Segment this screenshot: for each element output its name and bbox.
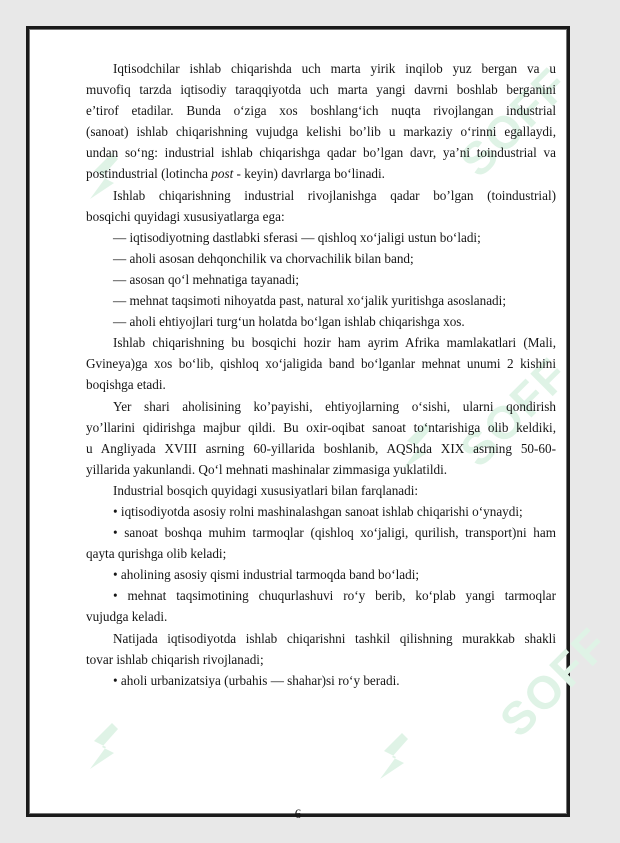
text-line: Natijada iqtisodiyotda ishlab chiqarishni tashkil qilishning murakkab shakli (113, 630, 556, 646)
text-line: Ishlab chiqarishning industrial rivojlanishga qadar bo’lgan (toindustrial) (113, 187, 556, 203)
text-line: • aholi urbanizatsiya (urbahis — shahar)si ro‘y beradi. (113, 672, 400, 688)
text-line: yo’llarini qidirishga majbur qildi. Bu oxir-oqibat sanoat to‘ntarishiga olib keldiki, (86, 419, 556, 435)
watermark-logo-icon (374, 729, 414, 799)
text-line: — iqtisodiyotning dastlabki sferasi — qishloq xo‘jaligi ustun bo‘ladi; (113, 229, 481, 245)
text-line: vujudga keladi. (86, 609, 168, 625)
text-line: qayta qurishga olib keladi; (86, 546, 227, 562)
text-line: Iqtisodchilar ishlab chiqarishda uch marta yirik inqilob yuz bergan va u (113, 61, 556, 76)
watermark-logo-icon (84, 719, 124, 789)
watermark-text: SOFF (449, 57, 579, 187)
text-line: • aholining asosiy qismi industrial tarmoqda band bo‘ladi; (113, 567, 420, 583)
text-line: • sanoat boshqa muhim tarmoqlar (qishloq xo‘jaligi, qurilish, transport)ni ham (113, 525, 556, 541)
text-line: e’tirof etadilar. Bunda o‘ziga xos boshlang‘ich nuqta rivojlangan industrial (86, 103, 556, 119)
text-line: • mehnat taqsimotining chuqurlashuvi ro‘y berib, ko‘plab yangi tarmoqlar (113, 588, 556, 604)
text-line: Ishlab chiqarishning bu bosqichi hozir ham ayrim Afrika mamlakatlari (Mali, (113, 335, 556, 351)
text-line: u Angliyada XVIII asrning 60-yillarida boshlanib, AQShda XIX asrning 50-60- (86, 440, 556, 456)
text-line: — aholi asosan dehqonchilik va chorvachilik bilan band; (113, 250, 414, 266)
text-line: — mehnat taqsimoti nihoyatda past, natural xo‘jalik yuritishga asoslanadi; (113, 293, 506, 309)
text-line: Industrial bosqich quyidagi xususiyatlari bilan farqlanadi: (113, 482, 419, 498)
text-line: • iqtisodiyotda asosiy rolni mashinalashgan sanoat ishlab chiqarishi o‘ynaydi; (113, 503, 523, 519)
watermark-text: SOFF (449, 347, 579, 477)
text-line: bosqichi quyidagi xususiyatlarga ega: (86, 208, 285, 224)
text-line: — asosan qo‘l mehnatiga tayanadi; (113, 271, 300, 287)
text-line: undan so‘ng: industrial ishlab chiqarishga qadar bo’lgan davr, ya’ni toindustrial va (86, 145, 556, 161)
text-line: muvofiq tarzda iqtisodiy taraqqiyotda uch marta yangi davrni boshlab berganini (86, 82, 556, 98)
text-line: postindustrial (lotincha post - keyin) davrlarga bo‘linadi. (86, 166, 385, 182)
document-page (26, 26, 619, 821)
watermark-text: SOFF (489, 617, 619, 747)
text-line: (sanoat) ishlab chiqarishning vujudga kelishi bo’lib u markaziy o‘rinni egallaydi, (86, 124, 556, 140)
text-line: Yer shari aholisining ko’payishi, ehtiyojlarning o‘sishi, ularni qondirish (113, 398, 556, 414)
text-line: boqishga etadi. (86, 377, 166, 393)
page-number: 6 (294, 806, 302, 821)
text-line: Gvineya)ga xos bo‘lib, qishloq xo‘jaligida band bo‘lganlar mehnat unumi 2 kishini (86, 356, 556, 372)
text-line: — aholi ehtiyojlari turg‘un holatda bo‘lgan ishlab chiqarishga xos. (113, 314, 465, 330)
text-line: tovar ishlab chiqarish rivojlanadi; (86, 651, 264, 667)
text-line: yillarida yakunlandi. Qo‘l mehnati mashinalar zimmasiga yuklatildi. (86, 461, 448, 477)
body-text (86, 58, 556, 691)
